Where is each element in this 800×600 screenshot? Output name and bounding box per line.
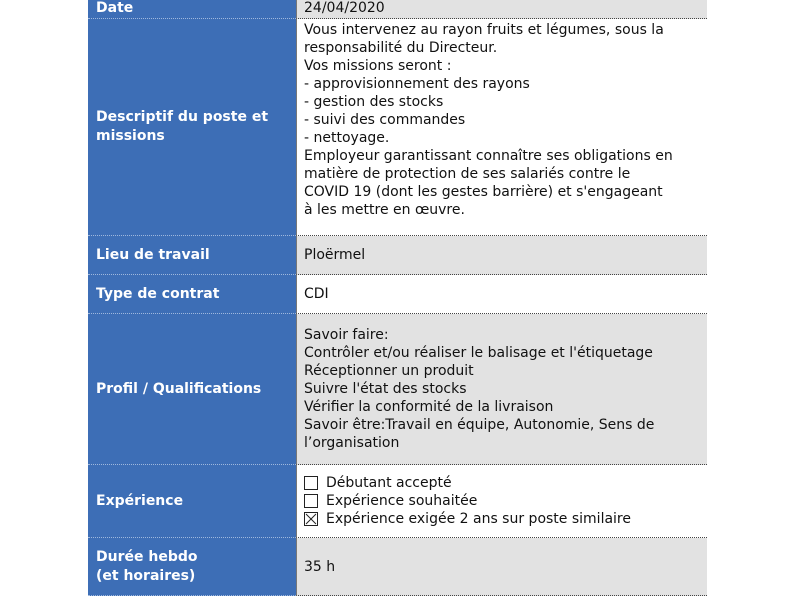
checkbox-unchecked[interactable] <box>304 476 318 490</box>
checkbox-checked[interactable] <box>304 512 318 526</box>
experience-value <box>296 465 707 538</box>
descriptif-lines <box>304 21 673 219</box>
descriptif-line: - approvisionnement des rayons <box>304 76 530 92</box>
lieu-label: Lieu de travail <box>88 236 296 275</box>
date-value: 24/04/2020 <box>296 0 707 19</box>
descriptif-value <box>296 19 707 236</box>
profil-line: Savoir être:Travail en équipe, Autonomie, Sens de <box>304 417 655 433</box>
profil-label: Profil / Qualifications <box>88 314 296 465</box>
lieu-value: Ploërmel <box>296 236 707 275</box>
descriptif-line: Vos missions seront : <box>304 58 452 74</box>
profil-line: Réceptionner un produit <box>304 363 474 379</box>
duree-label-line: (et horaires) <box>96 568 196 584</box>
profil-line: Contrôler et/ou réaliser le balisage et l'étiquetage <box>304 345 653 361</box>
row-experience <box>88 465 707 538</box>
descriptif-line: - nettoyage. <box>304 130 390 146</box>
descriptif-line: responsabilité du Directeur. <box>304 40 498 56</box>
cross-mark-icon <box>305 513 317 525</box>
row-lieu <box>88 236 707 275</box>
descriptif-line: - suivi des commandes <box>304 112 466 128</box>
date-label: Date <box>88 0 296 19</box>
duree-label-line: Durée hebdo <box>96 549 198 565</box>
duree-value: 35 h <box>296 538 707 596</box>
profil-lines <box>304 326 654 452</box>
descriptif-line: matière de protection de ses salariés contre le <box>304 166 631 182</box>
contrat-label: Type de contrat <box>88 275 296 314</box>
duree-label <box>88 538 296 596</box>
row-duree <box>88 538 707 596</box>
experience-options <box>304 474 631 528</box>
profil-line: Suivre l'état des stocks <box>304 381 467 397</box>
row-profil <box>88 314 707 465</box>
checkbox-unchecked[interactable] <box>304 494 318 508</box>
descriptif-line: à les mettre en œuvre. <box>304 202 465 218</box>
descriptif-label: Descriptif du poste et missions <box>88 19 296 236</box>
experience-option-debutant[interactable] <box>304 474 631 492</box>
descriptif-line: - gestion des stocks <box>304 94 444 110</box>
row-descriptif <box>88 19 707 236</box>
row-contrat <box>88 275 707 314</box>
descriptif-line: Employeur garantissant connaître ses obligations en <box>304 148 673 164</box>
descriptif-line: Vous intervenez au rayon fruits et légumes, sous la <box>304 22 664 38</box>
experience-option-exigee[interactable] <box>304 510 631 528</box>
row-date <box>88 0 707 19</box>
job-offer-form <box>88 0 707 596</box>
profil-line: Vérifier la conformité de la livraison <box>304 399 554 415</box>
experience-label: Expérience <box>88 465 296 538</box>
descriptif-line: COVID 19 (dont les gestes barrière) et s'engageant <box>304 184 663 200</box>
experience-option-label: Expérience exigée 2 ans sur poste similaire <box>326 511 631 527</box>
contrat-value: CDI <box>296 275 707 314</box>
profil-value <box>296 314 707 465</box>
experience-option-label: Débutant accepté <box>326 475 452 491</box>
profil-line: l’organisation <box>304 435 400 451</box>
experience-option-souhaitee[interactable] <box>304 492 631 510</box>
experience-option-label: Expérience souhaitée <box>326 493 478 509</box>
profil-line: Savoir faire: <box>304 327 389 343</box>
